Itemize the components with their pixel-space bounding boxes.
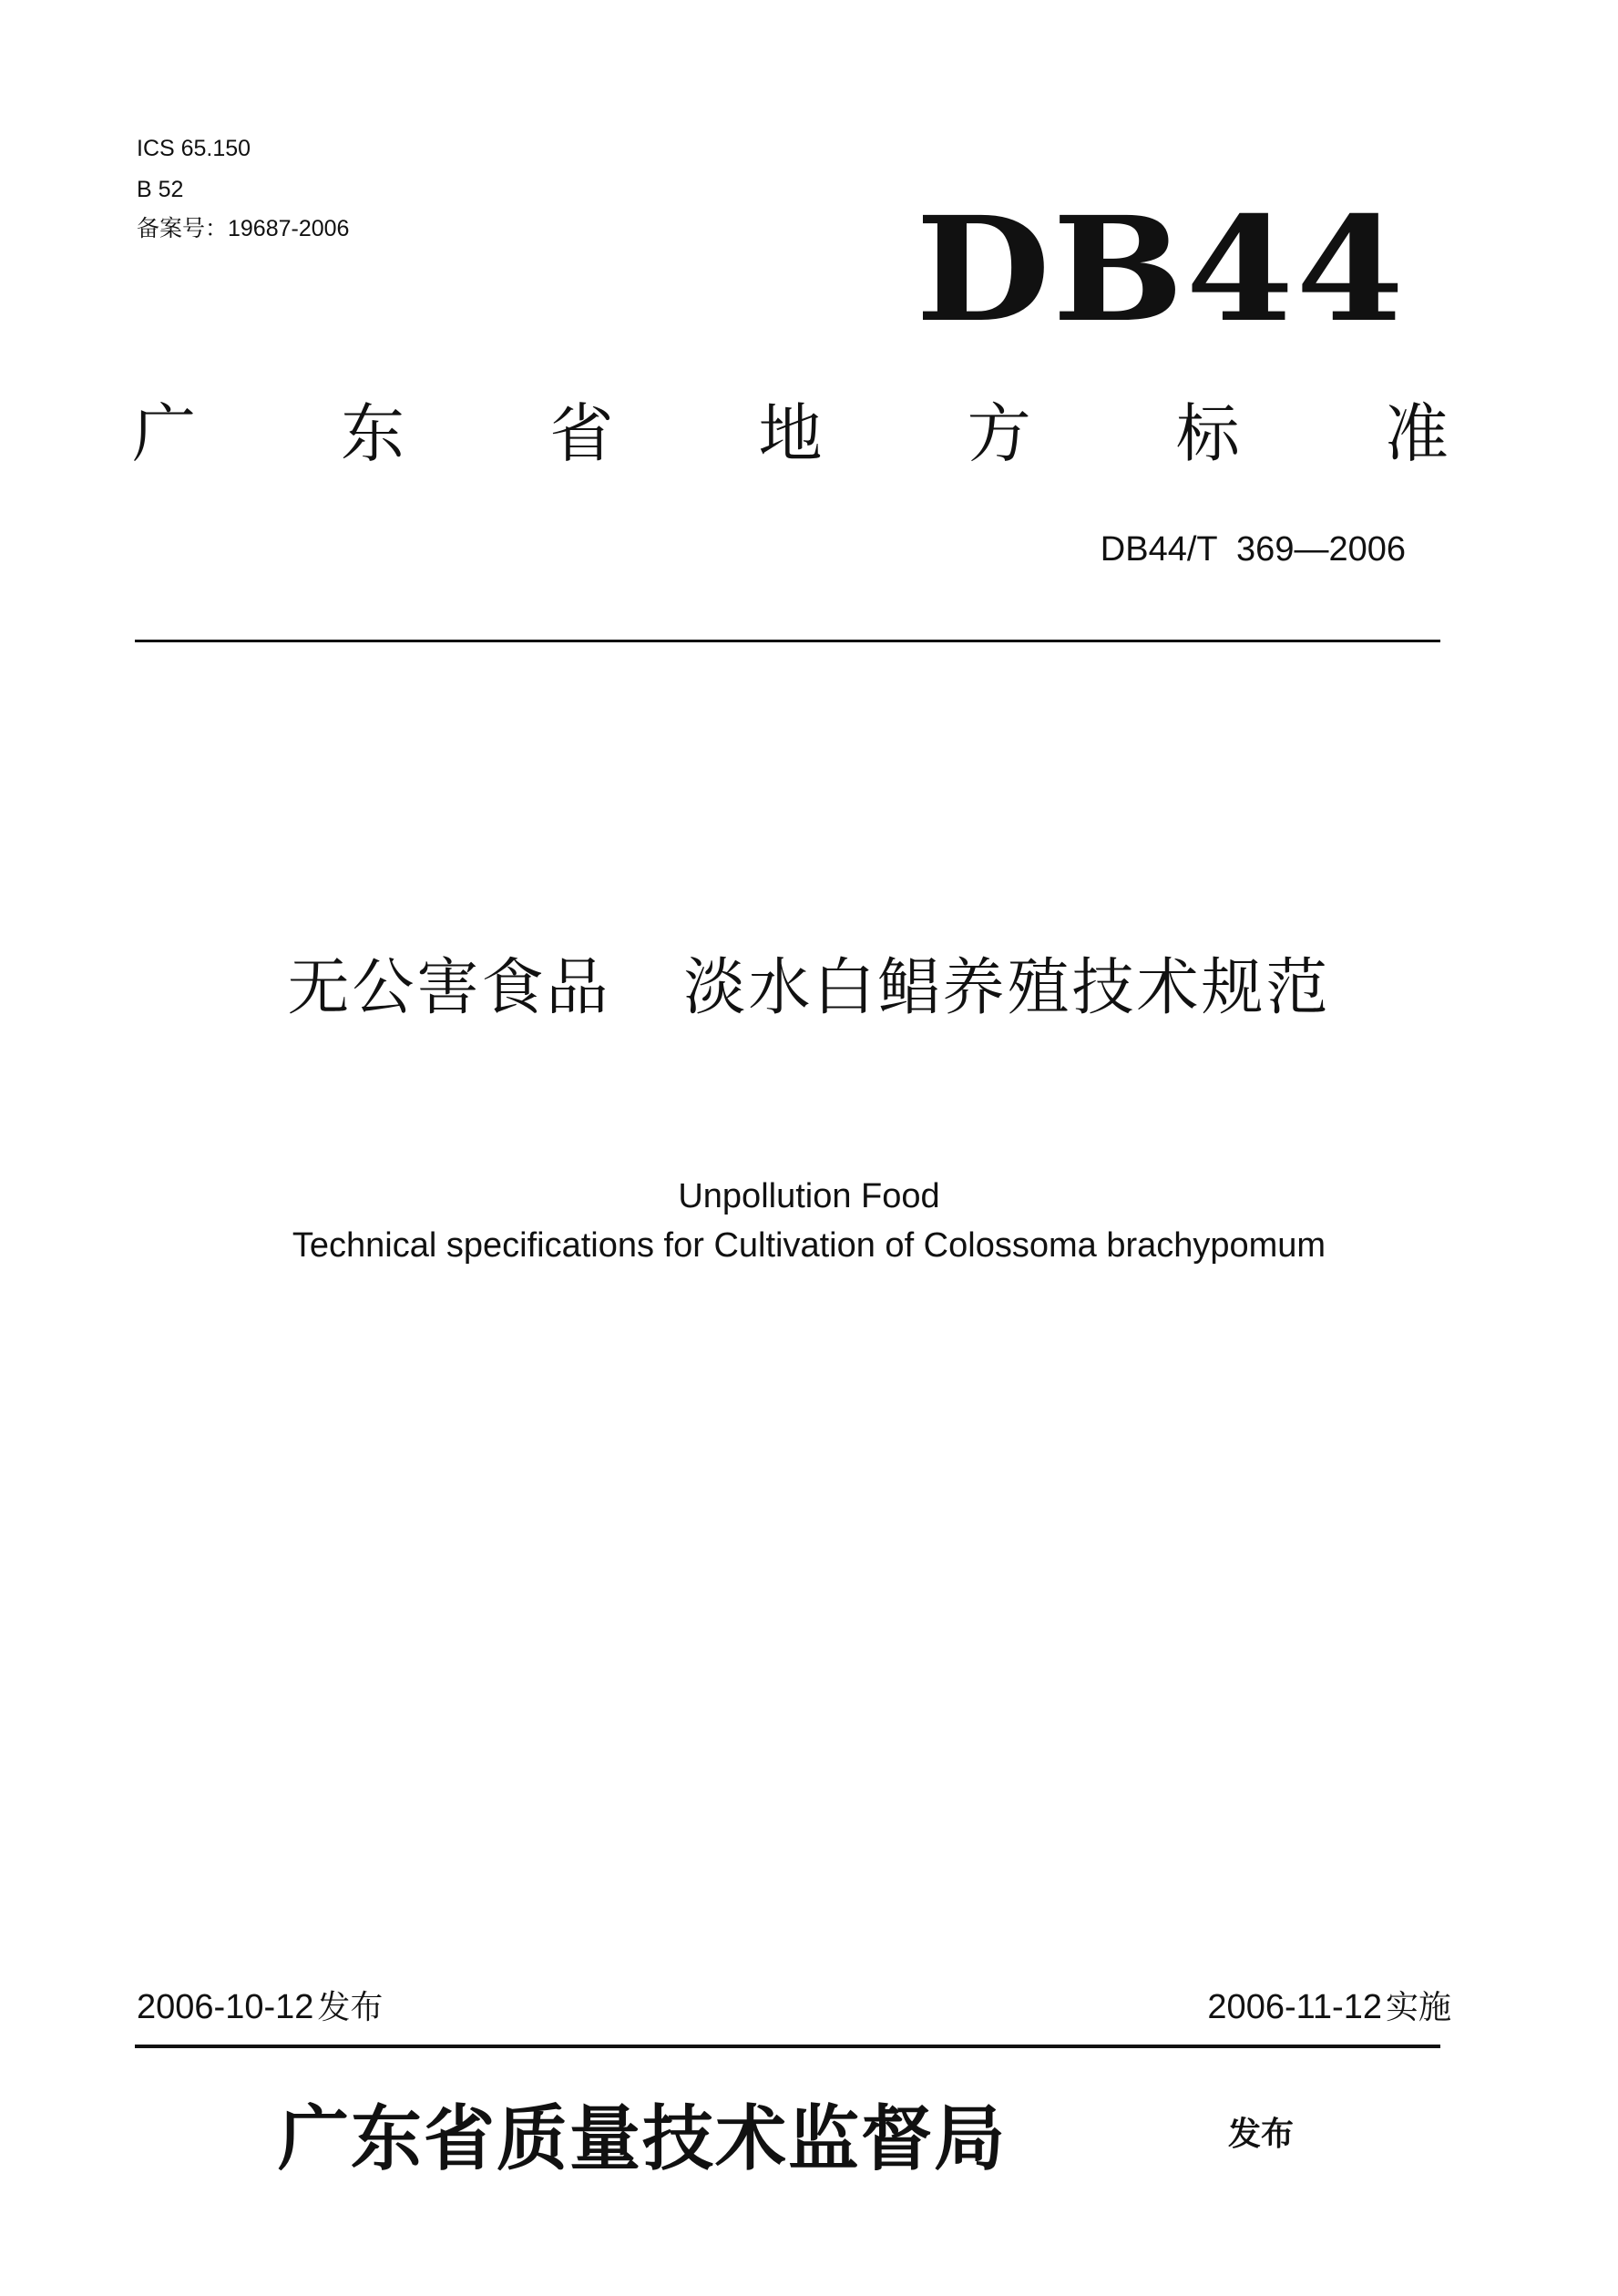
record-number: 备案号：19687-2006 <box>137 216 350 241</box>
issuer-name: 广东省质量技术监督局 <box>278 2097 1008 2180</box>
issue-date-block <box>137 1984 383 2031</box>
implement-date-block <box>1207 1984 1451 2031</box>
standard-type-char: 地 <box>758 395 823 471</box>
standard-type-char: 标 <box>1175 395 1240 471</box>
chinese-title-part2: 淡水白鲳养殖技术规范 <box>683 952 1331 1024</box>
bottom-divider <box>135 2045 1440 2048</box>
standard-type-char: 东 <box>341 395 405 471</box>
standard-type-char: 省 <box>549 395 614 471</box>
standard-type-heading <box>132 387 1449 469</box>
issue-date: 2006-10-12 <box>137 1988 314 2026</box>
issue-label: 发布 <box>317 1989 384 2026</box>
chinese-title-part1: 无公害食品 <box>287 952 611 1024</box>
top-divider <box>135 640 1440 642</box>
standard-type-char: 准 <box>1384 395 1449 471</box>
english-title-line1: Unpollution Food <box>678 1177 940 1215</box>
standard-type-char: 广 <box>132 395 196 471</box>
chinese-title <box>0 948 1618 1030</box>
implement-label: 实施 <box>1385 1989 1451 2026</box>
implement-date: 2006-11-12 <box>1207 1988 1382 2026</box>
db44-logo: DB44 <box>916 186 1407 354</box>
english-title-line2: Technical specifications for Cultivation of Colossoma brachypomum <box>292 1226 1326 1265</box>
standard-number: DB44/T 369—2006 <box>1100 530 1406 569</box>
ics-code: ICS 65.150 <box>137 136 251 161</box>
ccs-code: B 52 <box>137 177 184 202</box>
issuer-suffix: 发布 <box>1228 2116 1295 2153</box>
standard-type-char: 方 <box>967 395 1031 471</box>
